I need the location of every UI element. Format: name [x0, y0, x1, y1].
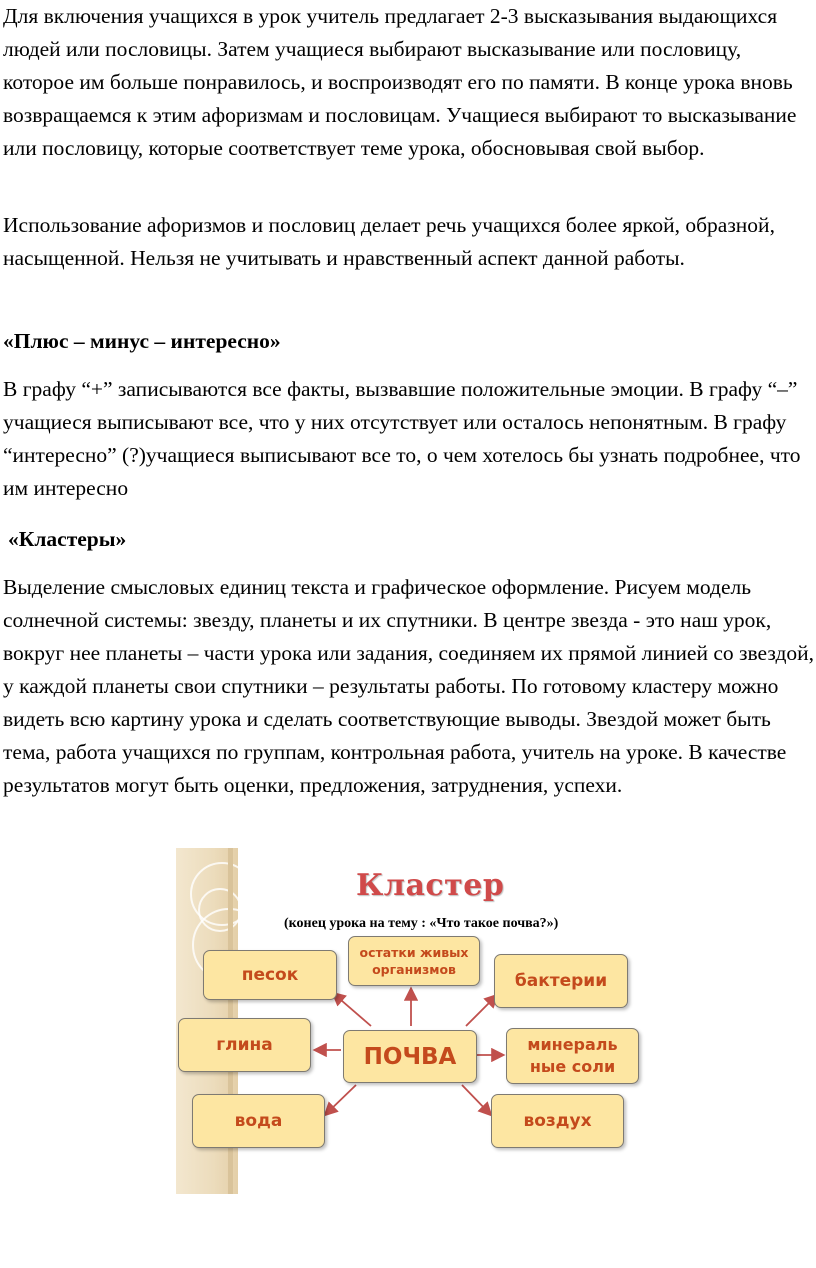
node-minerals [506, 1028, 639, 1084]
node-organisms [348, 936, 480, 986]
cluster-diagram [176, 848, 646, 1194]
node-sand [203, 950, 337, 1000]
cluster-subtitle: (конец урока на тему : «Что такое почва?») [284, 916, 559, 931]
node-soil-center [343, 1030, 477, 1083]
arrow-to-air [462, 1085, 490, 1114]
arrow-to-sand [334, 994, 371, 1026]
node-water-label: вода [234, 1111, 283, 1131]
node-sand-label: песок [241, 965, 299, 985]
node-air-label: воздух [523, 1111, 592, 1131]
node-air [491, 1094, 624, 1148]
node-organisms-line1: остатки живых [359, 945, 469, 960]
arrow-to-water [326, 1085, 356, 1114]
paragraph-intro: Для включения учащихся в урок учитель предлагает 2-3 высказывания выдающихся людей или пословицы. Затем учащиеся выбирают высказывание или пословицу, которое им больше понравилось, и воспроизводят его по памяти. В конце урока вновь возвращаемся к этим афоризмам и пословицам. Учащиеся выбирают то высказывание или пословицу, которые соответствует теме урока, обосновывая свой выбор. [3, 4, 797, 160]
node-clay [178, 1018, 311, 1072]
node-soil-label: ПОЧВА [363, 1043, 457, 1070]
heading-clusters: «Кластеры» [8, 527, 127, 551]
arrow-to-bacteria [466, 996, 496, 1026]
cluster-title: Кластер [356, 868, 505, 903]
paragraph-plus-minus: В графу “+” записываются все факты, вызвавшие положительные эмоции. В графу “–” учащиеся выписывают все, что у них отсутствует или осталось непонятным. В графу “интересно” (?)учащиеся выписывают все то, о чем хотелось бы узнать подробнее, что им интересно [3, 377, 801, 500]
paragraph-clusters: Выделение смысловых единиц текста и графическое оформление. Рисуем модель солнечной системы: звезду, планеты и их спутники. В центре звезда - это наш урок, вокруг нее планеты – части урока или задания, соединяем их прямой линией со звездой, у каждой планеты свои спутники – результаты работы. По готовому кластеру можно видеть всю картину урока и сделать соответствующие выводы. Звездой может быть тема, работа учащихся по группам, контрольная работа, учитель на уроке. В качестве результатов могут быть оценки, предложения, затруднения, успехи. [3, 575, 815, 797]
node-clay-label: глина [216, 1035, 273, 1055]
node-bacteria-label: бактерии [514, 971, 608, 991]
node-bacteria [494, 954, 628, 1008]
node-minerals-line2: ные соли [529, 1057, 616, 1076]
heading-plus-minus: «Плюс – минус – интересно» [3, 329, 281, 353]
node-organisms-line2: организмов [372, 962, 456, 977]
paragraph-aphorisms: Использование афоризмов и пословиц делает речь учащихся более яркой, образной, насыщенной. Нельзя не учитывать и нравственный аспект данной работы. [3, 213, 775, 270]
node-minerals-line1: минераль [527, 1035, 618, 1054]
node-water [192, 1094, 325, 1148]
